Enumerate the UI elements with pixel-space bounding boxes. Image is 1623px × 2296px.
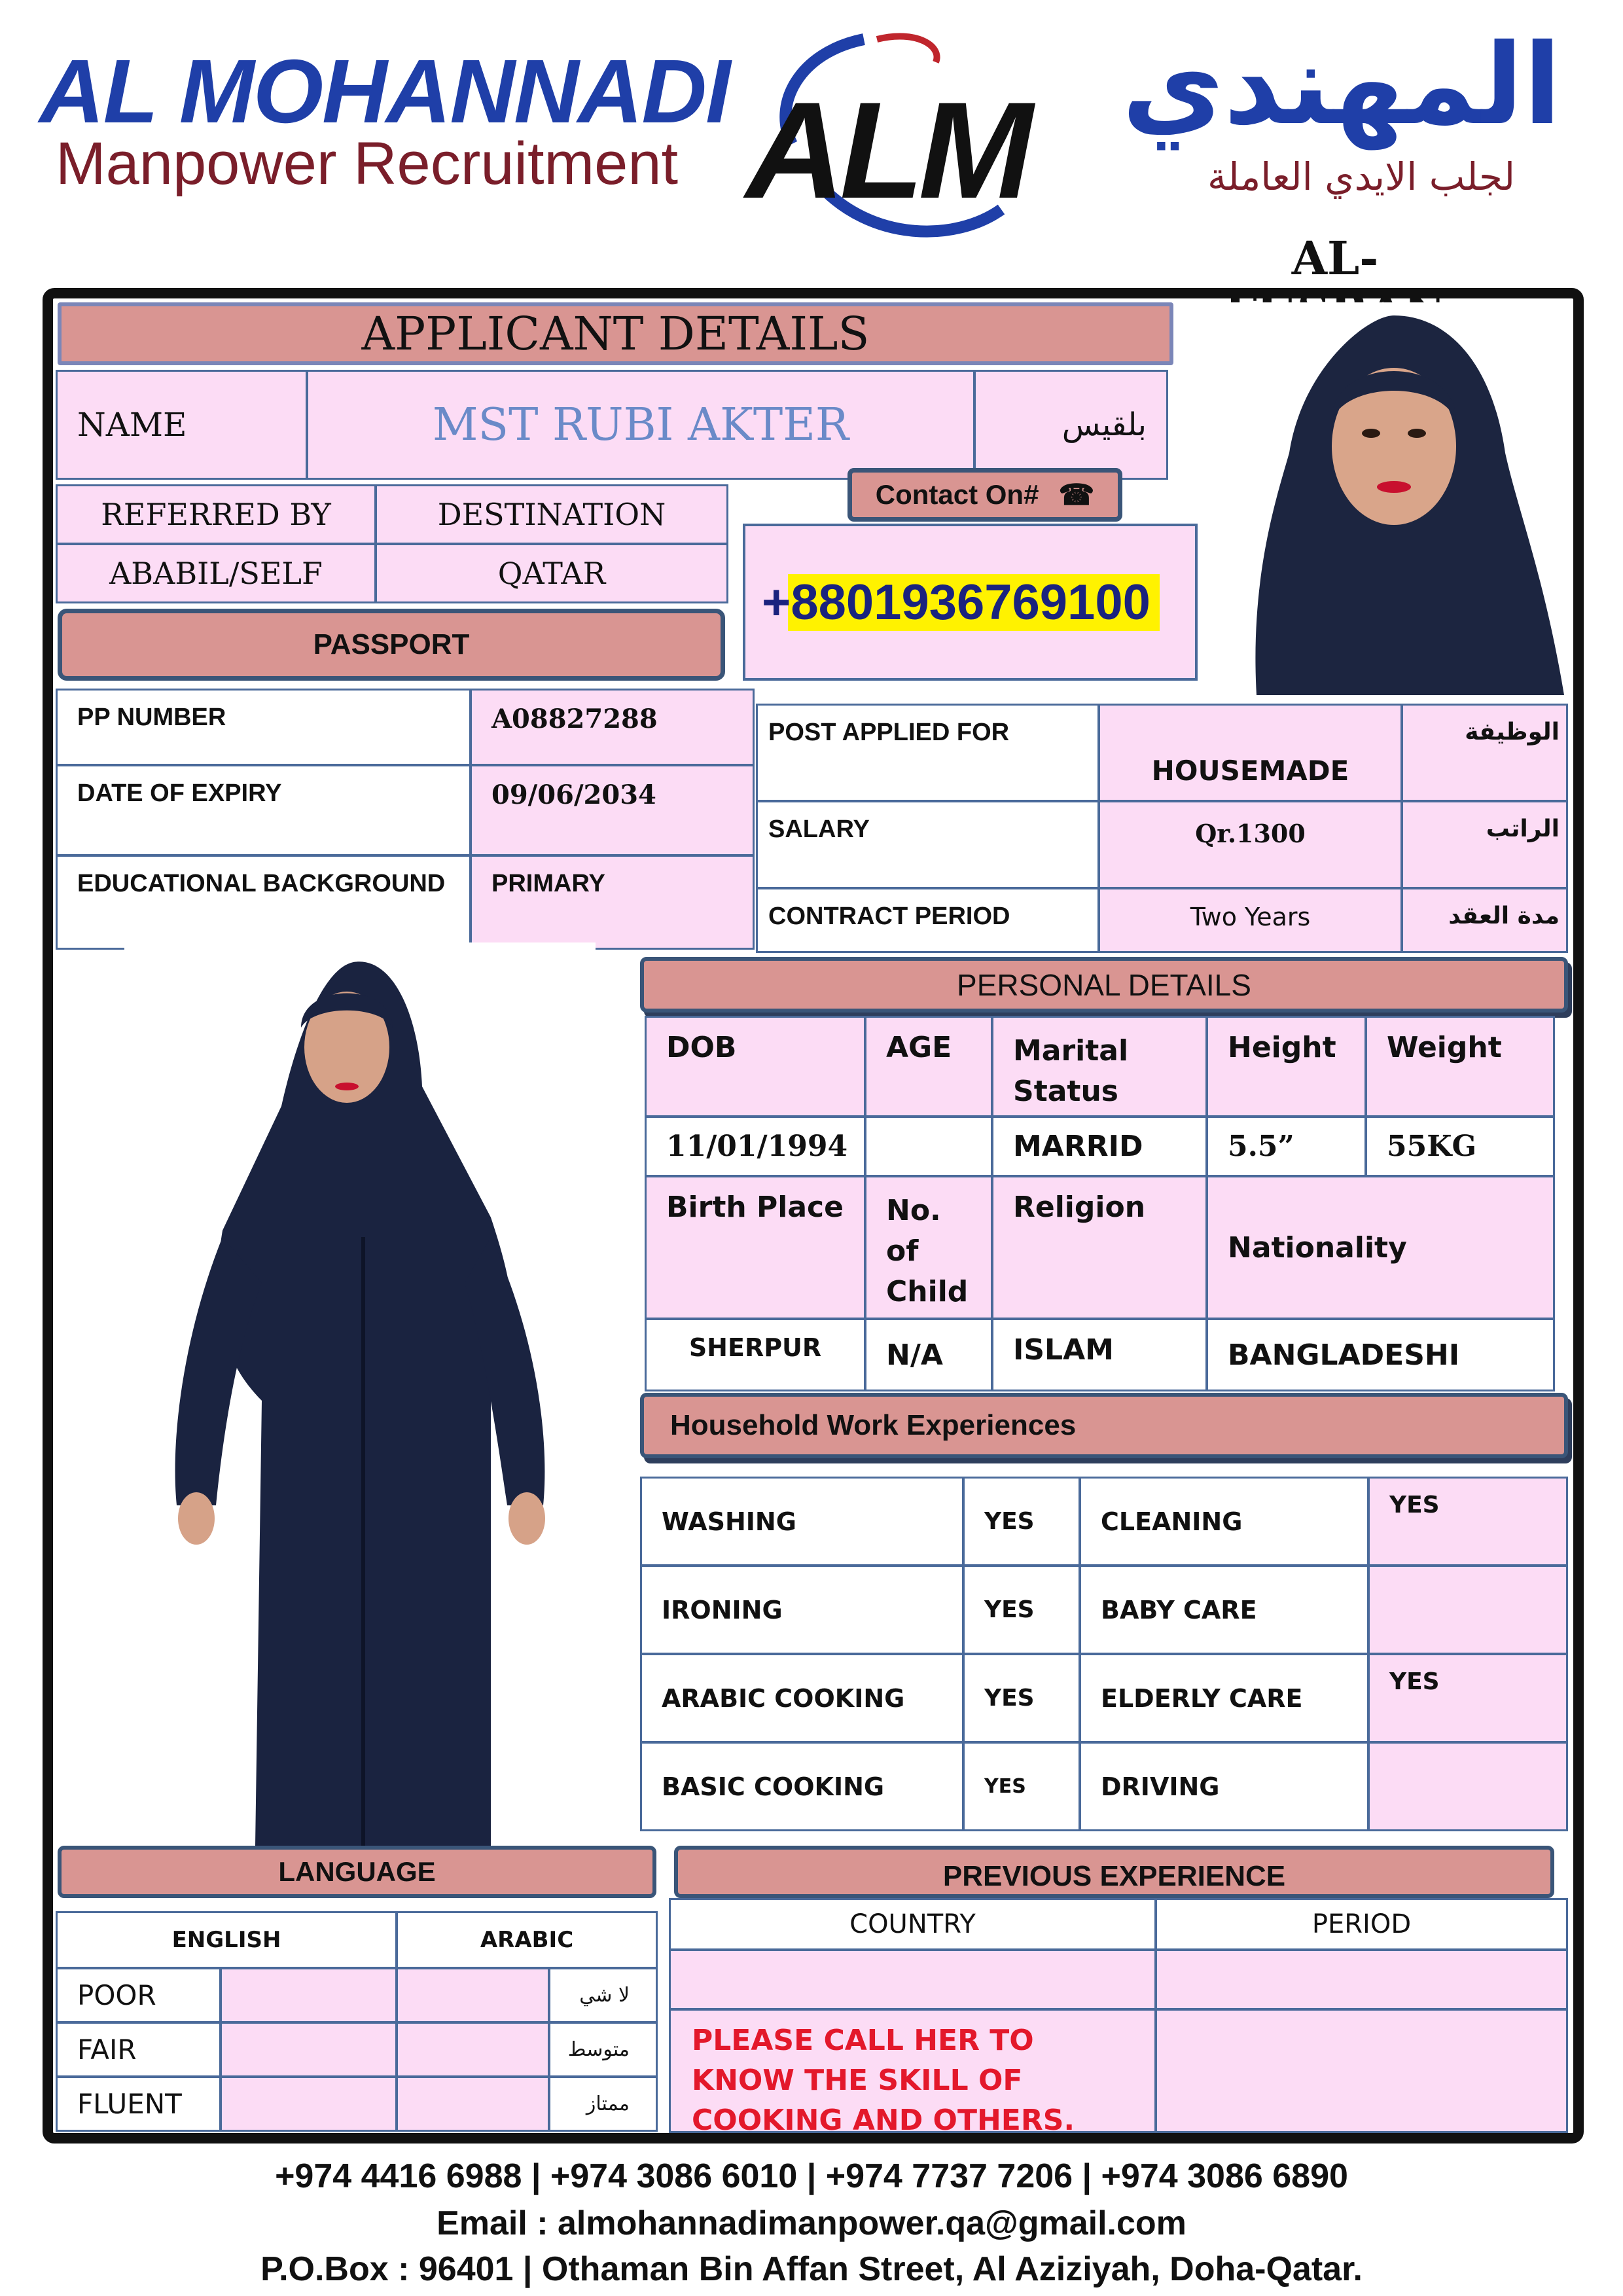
referred-value	[56, 543, 376, 603]
referred-label-text: REFERRED BY	[101, 497, 331, 532]
name-value	[306, 370, 975, 480]
lang-fluent-ar-text: ممتاز	[586, 2092, 630, 2115]
babycare-label	[1079, 1565, 1369, 1655]
weight-label	[1365, 1016, 1555, 1117]
age-label	[865, 1016, 993, 1117]
lang-fair-label	[56, 2022, 221, 2077]
footer-address: P.O.Box : 96401 | Othaman Bin Affan Street, Al Aziziyah, Doha-Qatar.	[260, 2250, 1363, 2288]
salary-ar-text: الراتب	[1486, 816, 1560, 842]
pp-number-label	[56, 689, 471, 766]
dob-label-text: DOB	[666, 1031, 737, 1064]
brand-en-line1: AL MOHANNADI	[39, 41, 730, 142]
height-label	[1206, 1016, 1366, 1117]
language-header	[58, 1846, 656, 1898]
lang-fair-arabic[interactable]	[396, 2022, 550, 2077]
name-ar	[974, 370, 1168, 480]
previous-note-text: PLEASE CALL HER TO KNOW THE SKILL OF COOKING AND OTHERS.	[692, 2024, 1075, 2137]
pp-number-label-text: PP NUMBER	[77, 704, 226, 731]
country-cell-1[interactable]	[669, 1949, 1156, 2010]
passport-header	[58, 609, 725, 681]
basic-cooking-value	[963, 1742, 1080, 1831]
birthplace-value	[645, 1318, 866, 1391]
elderly-care-value	[1368, 1653, 1568, 1743]
birthplace-label-text: Birth Place	[666, 1191, 844, 1224]
religion-value-text: ISLAM	[1013, 1333, 1114, 1367]
headshot-photo	[1198, 302, 1567, 695]
brand-ar-line2: لجلب الايدي العاملة	[1207, 154, 1516, 199]
marital-value	[991, 1116, 1207, 1177]
footer-phones: +974 4416 6988 | +974 3086 6010 | +974 7737 7206 | +974 3086 6890	[275, 2157, 1348, 2195]
referred-value-text: ABABIL/SELF	[109, 556, 323, 591]
alm-logo-text: ALM	[745, 73, 1028, 227]
expiry-label	[56, 764, 471, 856]
household-header	[640, 1393, 1568, 1458]
destination-label	[375, 484, 728, 545]
period-col-text: PERIOD	[1311, 1909, 1412, 1939]
arabic-cooking-value	[963, 1653, 1080, 1743]
lang-fair-english[interactable]	[220, 2022, 397, 2077]
education-label-text: EDUCATIONAL BACKGROUND	[77, 870, 446, 897]
lang-poor-ar	[548, 1967, 658, 2023]
cleaning-label-text: CLEANING	[1101, 1507, 1243, 1536]
applicant-details-header	[58, 302, 1173, 365]
ironing-value	[963, 1565, 1080, 1655]
previous-experience-title: PREVIOUS EXPERIENCE	[942, 1860, 1286, 1892]
ironing-label-text: IRONING	[662, 1595, 783, 1624]
post-label	[756, 704, 1099, 802]
salary-label	[756, 800, 1099, 889]
name-label-text: NAME	[77, 406, 187, 444]
lang-poor-label	[56, 1967, 221, 2023]
babycare-value	[1368, 1565, 1568, 1655]
lang-fluent-text: FLUENT	[77, 2088, 182, 2120]
phone-number[interactable]: +8801936769100	[762, 574, 1160, 631]
ironing-label	[640, 1565, 964, 1655]
post-ar-text: الوظيفة	[1465, 719, 1560, 745]
lang-fair-ar-text: متوسط	[567, 2038, 630, 2061]
pp-number-value	[470, 689, 755, 766]
destination-value	[375, 543, 728, 603]
elderly-care-value-text: YES	[1389, 1668, 1440, 1695]
washing-value	[963, 1477, 1080, 1566]
personal-details-title: PERSONAL DETAILS	[957, 967, 1251, 1002]
dob-value	[645, 1116, 866, 1177]
note-cell	[669, 2009, 1156, 2137]
lang-fluent-arabic[interactable]	[396, 2076, 550, 2132]
expiry-value	[470, 764, 755, 856]
contact-box	[743, 524, 1198, 681]
marital-value-text: MARRID	[1013, 1130, 1143, 1163]
previous-experience-header	[674, 1846, 1554, 1898]
contract-label	[756, 888, 1099, 953]
country-col-header	[669, 1898, 1156, 1950]
weight-value	[1365, 1116, 1555, 1177]
weight-label-text: Weight	[1387, 1031, 1502, 1064]
lang-fluent-ar	[548, 2076, 658, 2132]
post-value	[1098, 704, 1402, 802]
nationality-value-text: BANGLADESHI	[1228, 1338, 1460, 1372]
lang-fair-ar	[548, 2022, 658, 2077]
children-value-text: N/A	[886, 1338, 943, 1372]
basic-cooking-label	[640, 1742, 964, 1831]
height-value	[1206, 1116, 1366, 1177]
elderly-care-label	[1079, 1653, 1369, 1743]
post-label-text: POST APPLIED FOR	[768, 719, 1010, 746]
marital-label	[991, 1016, 1207, 1117]
birthplace-value-text: SHERPUR	[688, 1333, 822, 1362]
contract-value	[1098, 888, 1402, 953]
contact-header	[847, 468, 1122, 522]
marital-label-text: Marital Status	[1013, 1034, 1129, 1108]
cleaning-value-text: YES	[1389, 1492, 1440, 1518]
period-col-header	[1155, 1898, 1568, 1950]
period-cell-1[interactable]	[1155, 1949, 1568, 2010]
contract-label-text: CONTRACT PERIOD	[768, 903, 1010, 930]
name-ar-text: بلقيس	[1061, 406, 1147, 443]
driving-label	[1079, 1742, 1369, 1831]
contact-label: Contact On#	[875, 479, 1039, 510]
religion-label	[991, 1175, 1207, 1319]
nationality-label	[1206, 1175, 1555, 1319]
arabic-cooking-label-text: ARABIC COOKING	[662, 1683, 905, 1713]
children-value	[865, 1318, 993, 1391]
post-value-text: HOUSEMADE	[1151, 755, 1349, 787]
religion-value	[991, 1318, 1207, 1391]
destination-value-text: QATAR	[497, 556, 606, 591]
language-title: LANGUAGE	[278, 1856, 436, 1887]
driving-value	[1368, 1742, 1568, 1831]
ironing-value-text: YES	[984, 1596, 1035, 1623]
washing-label	[640, 1477, 964, 1566]
cleaning-label	[1079, 1477, 1369, 1566]
passport-title: PASSPORT	[313, 628, 470, 660]
education-value	[470, 855, 755, 950]
period-cell-2[interactable]	[1155, 2009, 1568, 2133]
salary-value	[1098, 800, 1402, 889]
contract-ar-text: مدة العقد	[1448, 903, 1560, 929]
lang-poor-arabic[interactable]	[396, 1967, 550, 2023]
children-label	[865, 1175, 993, 1319]
age-value	[865, 1116, 993, 1177]
washing-label-text: WASHING	[662, 1507, 796, 1536]
agent-name: AL-	[1291, 231, 1379, 285]
babycare-label-text: BABY CARE	[1101, 1595, 1257, 1624]
personal-details-header	[640, 957, 1568, 1013]
full-body-photo	[124, 942, 596, 1846]
arabic-col-header	[396, 1911, 658, 1969]
lang-fluent-english[interactable]	[220, 2076, 397, 2132]
dob-label	[645, 1016, 866, 1117]
salary-ar	[1401, 800, 1568, 889]
country-col-text: COUNTRY	[849, 1909, 976, 1939]
nationality-value	[1206, 1318, 1555, 1391]
weight-value-text: 55KG	[1387, 1130, 1477, 1163]
name-label	[56, 370, 308, 480]
lang-fluent-label	[56, 2076, 221, 2132]
elderly-care-label-text: ELDERLY CARE	[1101, 1683, 1303, 1713]
lang-fair-text: FAIR	[77, 2034, 137, 2066]
age-label-text: AGE	[886, 1031, 952, 1064]
education-label	[56, 855, 471, 950]
birthplace-label	[645, 1175, 866, 1319]
driving-label-text: DRIVING	[1101, 1772, 1220, 1801]
pp-number-value-text: A08827288	[491, 704, 658, 734]
lang-poor-ar-text: لا شي	[579, 1984, 630, 2007]
name-value-text: MST RUBI AKTER	[432, 399, 849, 451]
phone-icon: ☎	[1058, 478, 1095, 511]
nationality-label-text: Nationality	[1228, 1230, 1407, 1265]
height-label-text: Height	[1228, 1031, 1336, 1064]
brand-ar-line1: المهندي	[1122, 20, 1561, 150]
arabic-col-text: ARABIC	[480, 1927, 574, 1953]
religion-label-text: Religion	[1013, 1191, 1146, 1224]
arabic-cooking-label	[640, 1653, 964, 1743]
lang-poor-english[interactable]	[220, 1967, 397, 2023]
post-ar	[1401, 704, 1568, 802]
basic-cooking-value-text: YES	[984, 1775, 1026, 1798]
footer-email[interactable]: Email : almohannadimanpower.qa@gmail.com	[437, 2204, 1186, 2242]
destination-label-text: DESTINATION	[437, 497, 666, 532]
washing-value-text: YES	[984, 1508, 1035, 1535]
applicant-details-title: APPLICANT DETAILS	[361, 307, 870, 361]
english-col-text: ENGLISH	[171, 1927, 281, 1953]
children-label-text: No. of Child	[886, 1194, 969, 1308]
salary-label-text: SALARY	[768, 816, 870, 843]
contract-value-text: Two Years	[1190, 903, 1311, 931]
arabic-cooking-value-text: YES	[984, 1685, 1035, 1712]
salary-value-text: Qr.1300	[1195, 819, 1306, 848]
household-title: Household Work Experiences	[670, 1409, 1077, 1441]
expiry-label-text: DATE OF EXPIRY	[77, 780, 282, 807]
expiry-value-text: 09/06/2034	[491, 780, 656, 810]
height-value-text: 5.5”	[1228, 1130, 1294, 1163]
cleaning-value	[1368, 1477, 1568, 1566]
lang-poor-text: POOR	[77, 1979, 156, 2011]
contract-ar	[1401, 888, 1568, 953]
english-col-header	[56, 1911, 397, 1969]
dob-value-text: 11/01/1994	[666, 1130, 848, 1163]
referred-label	[56, 484, 376, 545]
basic-cooking-label-text: BASIC COOKING	[662, 1772, 885, 1801]
education-value-text: PRIMARY	[491, 870, 605, 897]
alm-logo	[720, 26, 1054, 262]
brand-en-line2: Manpower Recruitment	[56, 130, 679, 197]
